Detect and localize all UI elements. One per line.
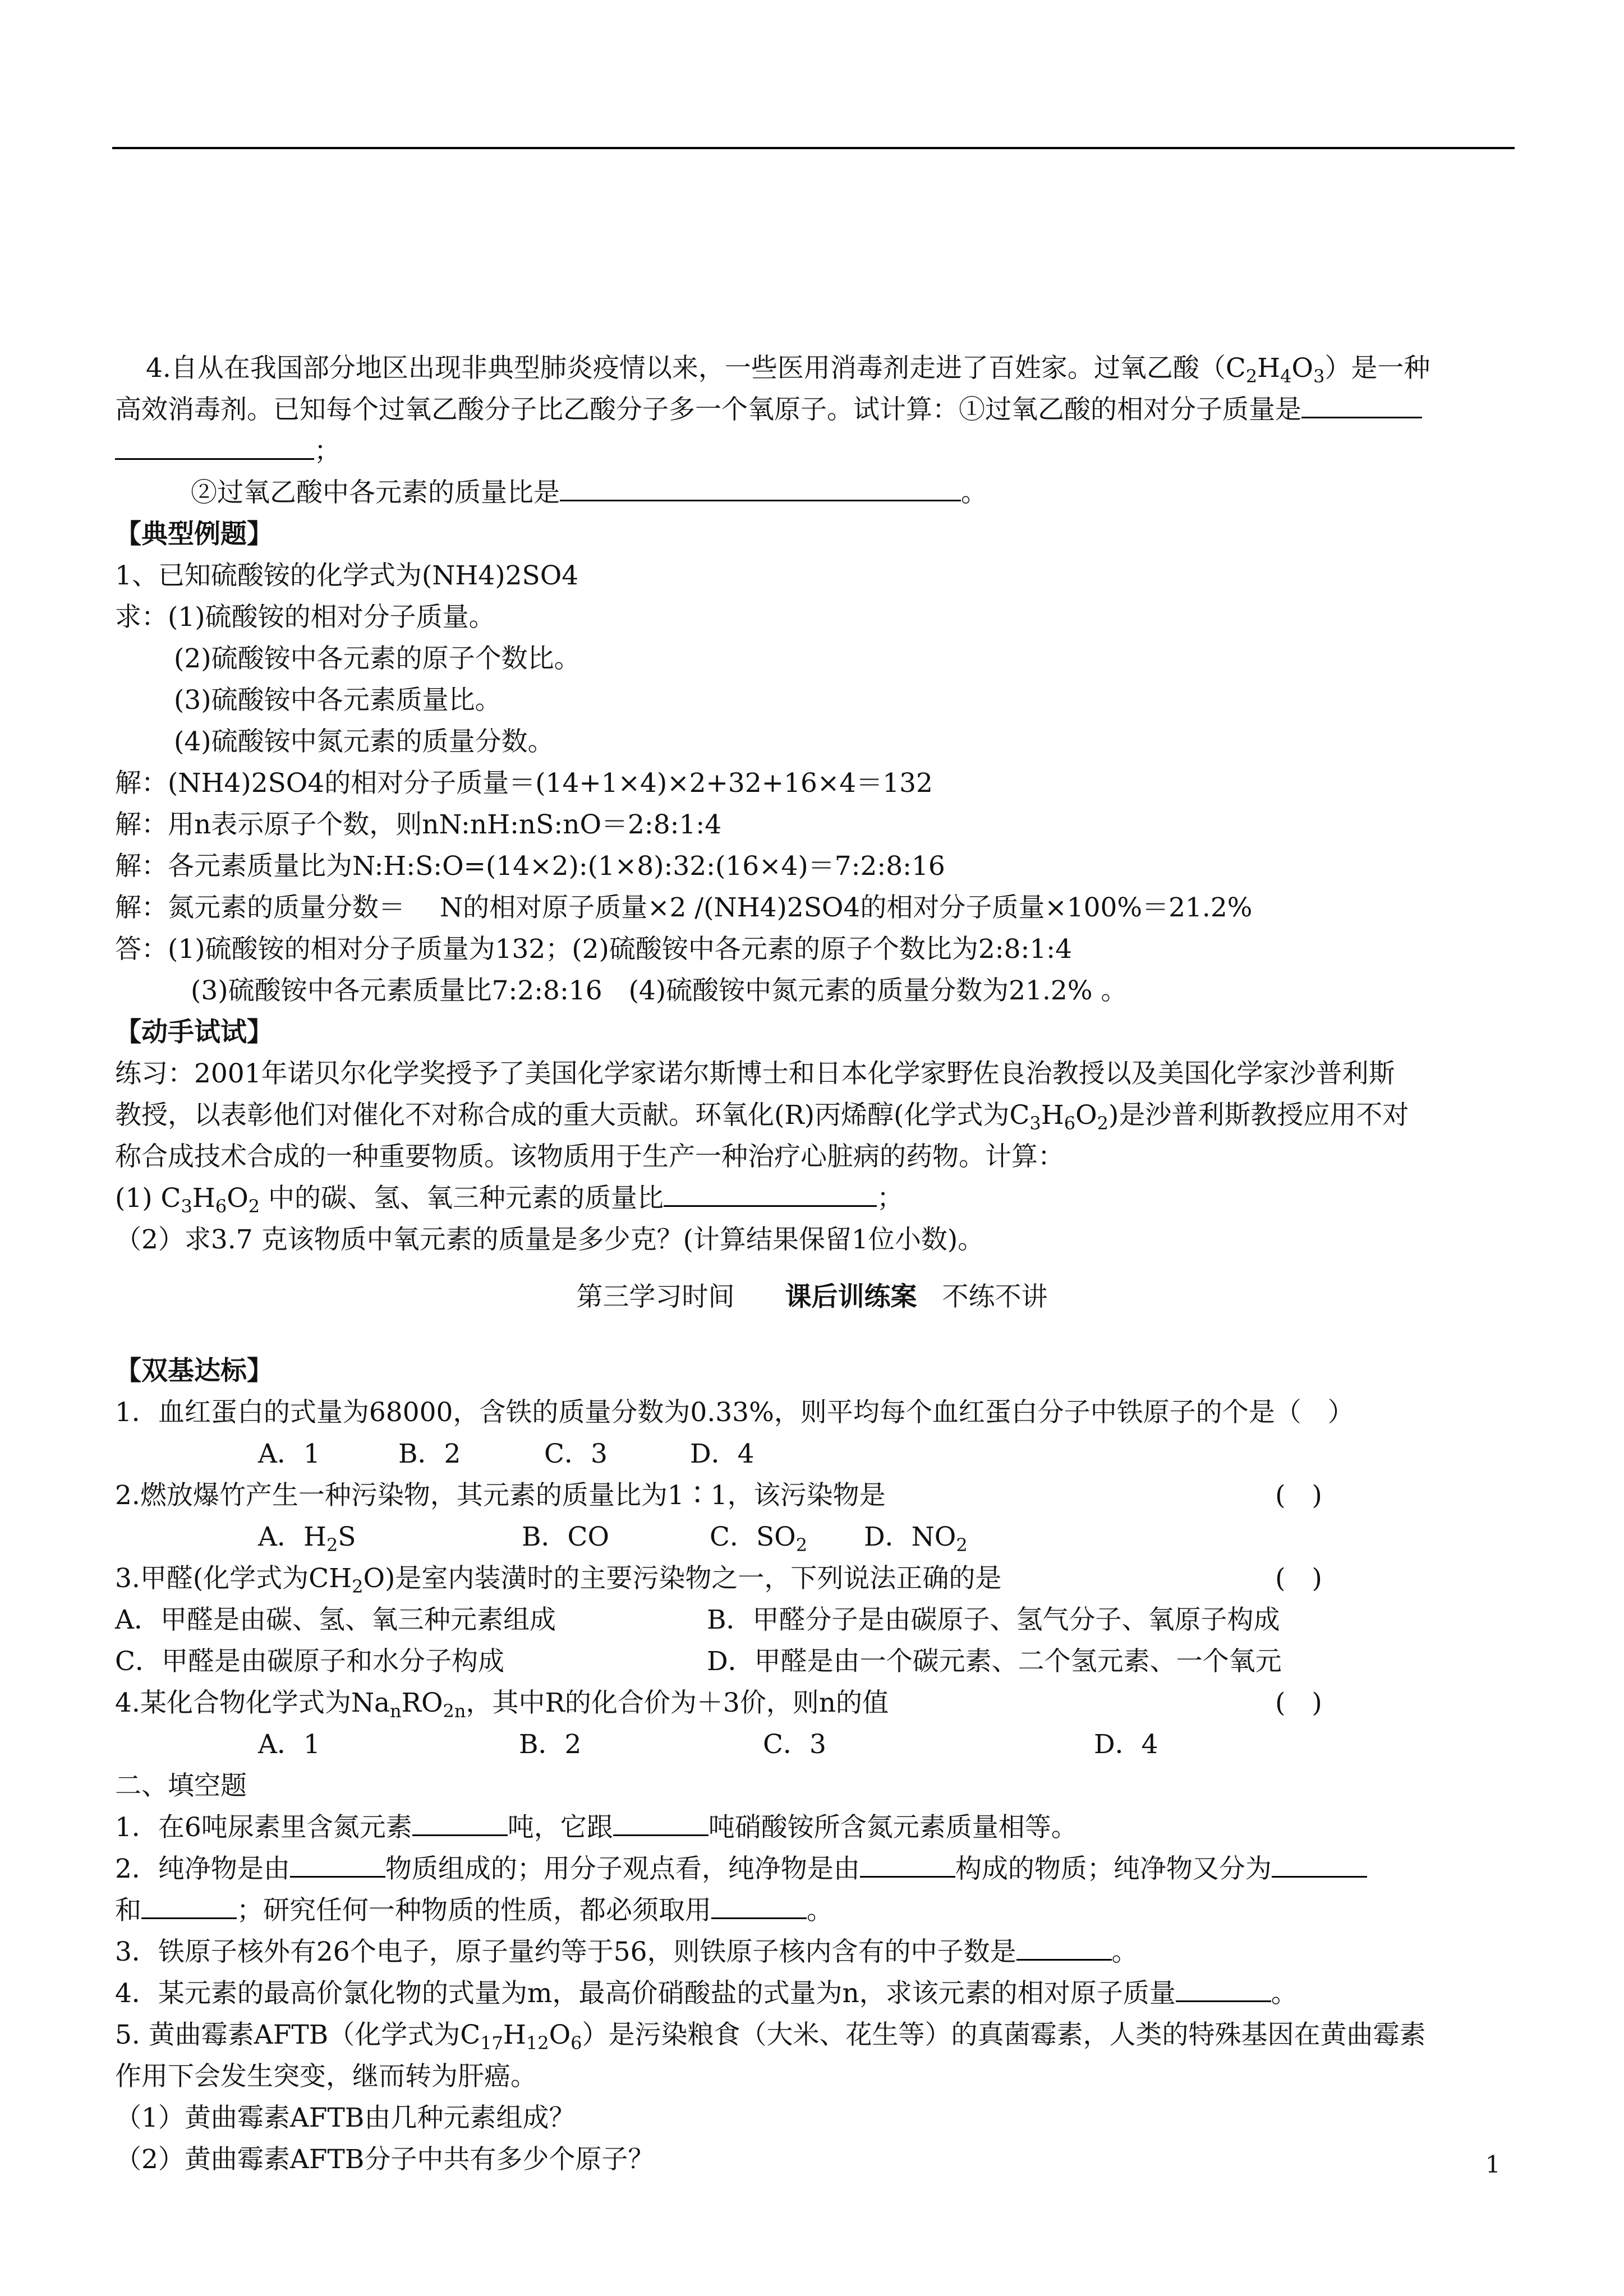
answer-blank[interactable]: [860, 1850, 955, 1878]
mc-options-3-ab: A．甲醛是由碳、氢、氧三种元素组成 B．甲醛分子是由碳原子、氢气分子、氧原子构成: [115, 1605, 1280, 1635]
answer-blank[interactable]: [560, 474, 961, 501]
answer-1: 答：(1)硫酸铵的相对分子质量为132；(2)硫酸铵中各元素的原子个数比为2:8:1:4: [115, 934, 1072, 965]
fill-question-2-line-1: 2．纯净物是由 物质组成的；用分子观点看，纯净物是由 构成的物质；纯净物又分为: [115, 1848, 1515, 1890]
heading-fill-in: 二、填空题: [115, 1771, 247, 1801]
mc-question-4: 4.某化合物化学式为$Na_nRO_{2n}$，其中R的化合价为＋3价，则n的值 ( ): [115, 1688, 1322, 1722]
fill-question-5-sub-1: （1）黄曲霉素AFTB由几种元素组成？: [115, 2103, 576, 2133]
answer-blank[interactable]: [1016, 1933, 1112, 1961]
practice-line-3: 称合成技术合成的一种重要物质。该物质用于生产一种治疗心脏病的药物。计算：: [115, 1141, 1064, 1172]
fill-question-2-line-2: 和 ；研究任何一种物质的性质，都必须取用 。: [115, 1890, 1515, 1931]
answer-blank[interactable]: [290, 1850, 385, 1878]
heading-basic: 【双基达标】: [115, 1356, 273, 1386]
practice-question-1: (1) $C_3H_6O_2$ 中的碳、氢、氧三种元素的质量比 ；: [115, 1178, 1515, 1219]
mc-options-3-cd: C．甲醛是由碳原子和水分子构成 D．甲醛是由一个碳元素、二个氢元素、一个氧元: [115, 1646, 1282, 1677]
practice-question-2: （2）求3.7 克该物质中氧元素的质量是多少克？(计算结果保留1位小数)。: [115, 1224, 984, 1255]
fill-question-5-sub-2: （2）黄曲霉素AFTB分子中共有多少个原子？: [115, 2144, 655, 2175]
heading-try-it: 【动手试试】: [115, 1017, 273, 1048]
example-ask-3: (3)硫酸铵中各元素质量比。: [174, 685, 502, 716]
fill-question-3: 3．铁原子核外有26个电子，原子量约等于56，则铁原子核内含有的中子数是 。: [115, 1931, 1515, 1973]
answer-blank[interactable]: [711, 1892, 807, 1919]
solution-2: 解：用n表示原子个数，则nN:nH:nS:nO＝2:8:1:4: [115, 809, 722, 840]
solution-1: 解：(NH4)2SO4的相对分子质量＝(14+1×4)×2+32+16×4＝132: [115, 768, 933, 799]
example-question: 1、已知硫酸铵的化学式为(NH4)2SO4: [115, 560, 579, 591]
solution-3: 解：各元素质量比为N:H:S:O=(14×2):(1×8):32:(16×4)＝7:2:8:16: [115, 851, 945, 882]
q4-line-3: ；: [115, 431, 1515, 472]
q4-line-2: 高效消毒剂。已知每个过氧乙酸分子比乙酸分子多一个氧原子。试计算：①过氧乙酸的相对分子质量是: [115, 389, 1515, 431]
answer-blank[interactable]: [115, 432, 314, 460]
header-rule: [112, 147, 1515, 149]
page-number: 1: [1485, 2151, 1501, 2178]
fill-question-5-line-1: 5. 黄曲霉素AFTB（化学式为$C_{17}H_{12}O_6$）是污染粮食（大米、花生等）的真菌霉素，人类的特殊基因在黄曲霉素: [115, 2020, 1426, 2054]
answer-blank[interactable]: [664, 1179, 877, 1207]
practice-line-1: 练习：2001年诺贝尔化学奖授予了美国化学家诺尔斯博士和日本化学家野佐良治教授以及美国化学家沙普利斯: [115, 1058, 1395, 1089]
fill-question-4: 4．某元素的最高价氯化物的式量为m，最高价硝酸盐的式量为n，求该元素的相对原子质量 。: [115, 1973, 1515, 2014]
answer-blank[interactable]: [412, 1809, 508, 1836]
mc-options-2: A．$H_2S$ B．CO C．$SO_2$ D．$NO_2$: [258, 1522, 968, 1556]
answer-blank[interactable]: [613, 1809, 709, 1836]
fill-question-1: 1．在6吨尿素里含氮元素 吨，它跟 吨硝酸铵所含氮元素质量相等。: [115, 1807, 1515, 1848]
q4-line-1: 4.自从在我国部分地区出现非典型肺炎疫情以来，一些医用消毒剂走进了百姓家。过氧乙酸$(C_2H_4O_3)$是一种: [146, 353, 1430, 387]
q4-line-4: ②过氧乙酸中各元素的质量比是 。: [191, 472, 1590, 514]
mc-question-3: 3.甲醛(化学式为$CH_2O$)是室内装潢时的主要污染物之一，下列说法正确的是 ( ): [115, 1563, 1322, 1597]
practice-line-2: 教授，以表彰他们对催化不对称合成的重大贡献。环氧化(R)丙烯醇(化学式为$C_3H_6O_2$)是沙普利斯教授应用不对: [115, 1100, 1409, 1134]
mc-question-1: 1．血红蛋白的式量为68000，含铁的质量分数为0.33%，则平均每个血红蛋白分子中铁原子的个是（ ）: [115, 1397, 1354, 1428]
example-ask-2: (2)硫酸铵中各元素的原子个数比。: [174, 643, 581, 674]
section-3-title: 第三学习时间 课后训练案 不练不讲: [576, 1281, 1048, 1312]
mc-question-2: 2.燃放爆竹产生一种污染物，其元素的质量比为1∶1，该污染物是 ( ): [115, 1480, 1322, 1511]
fill-question-5-line-2: 作用下会发生突变，继而转为肝癌。: [115, 2061, 537, 2092]
answer-blank[interactable]: [1176, 1975, 1271, 2002]
answer-2: (3)硫酸铵中各元素质量比7:2:8:16 (4)硫酸铵中氮元素的质量分数为21.2% 。: [191, 975, 1128, 1006]
mc-options-4: A．1 B．2 C．3 D．4: [258, 1729, 1158, 1760]
heading-typical-example: 【典型例题】: [115, 519, 273, 550]
example-ask-1: 求：(1)硫酸铵的相对分子质量。: [115, 602, 495, 633]
mc-options-1: A．1 B．2 C．3 D．4: [258, 1439, 755, 1469]
answer-blank[interactable]: [1301, 391, 1422, 418]
answer-blank[interactable]: [1272, 1850, 1367, 1878]
solution-4: 解：氮元素的质量分数＝ N的相对原子质量×2 /(NH4)2SO4的相对分子质量×100%＝21.2%: [115, 892, 1253, 923]
answer-blank[interactable]: [141, 1892, 237, 1919]
example-ask-4: (4)硫酸铵中氮元素的质量分数。: [174, 726, 554, 757]
